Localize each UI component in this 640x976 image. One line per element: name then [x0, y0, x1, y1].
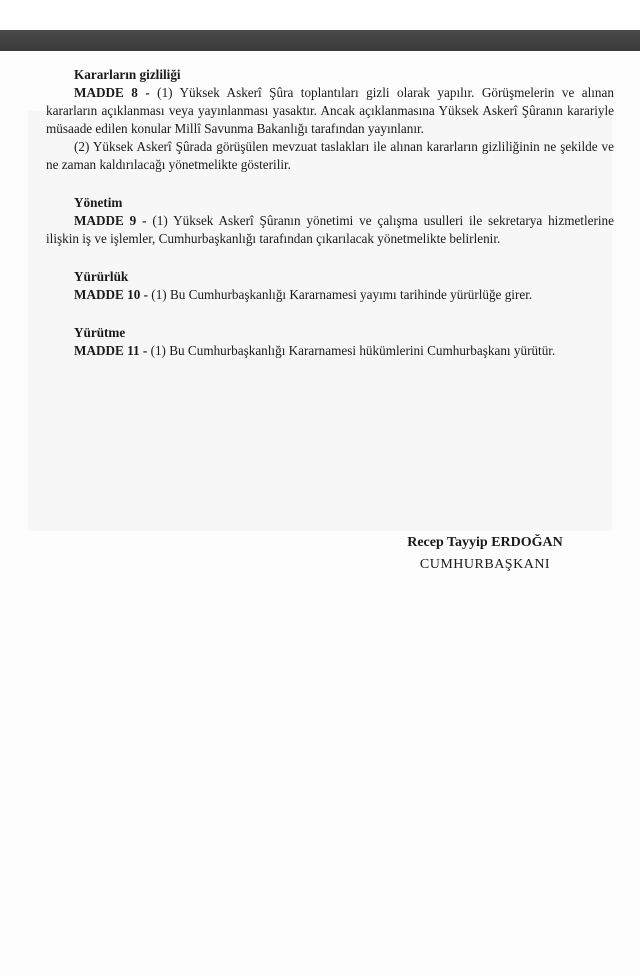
document-body	[46, 66, 614, 380]
section-yurutme	[46, 324, 614, 360]
article-number: MADDE 9 -	[74, 213, 147, 228]
article-paragraph	[46, 342, 614, 360]
article-number: MADDE 8 -	[74, 85, 150, 100]
top-margin	[0, 0, 640, 30]
article-text: (1) Yüksek Askerî Şûranın yönetimi ve çalışma usulleri ile sekretarya hizmetlerine ilişkin iş ve işlemler, Cumhurbaşkanlığı tarafından çıkarılacak yönetmelikte belirlenir.	[46, 213, 614, 246]
viewer-toolbar	[0, 30, 640, 51]
article-text: (2) Yüksek Askerî Şûrada görüşülen mevzuat taslakları ile alınan kararların gizliliğinin ne şekilde ve ne zaman kaldırılacağı yönetmelikte gösterilir.	[46, 139, 614, 172]
article-number: MADDE 10 -	[74, 287, 148, 302]
article-number: MADDE 11 -	[74, 343, 148, 358]
section-heading: Yönetim	[74, 195, 123, 210]
signature-block	[360, 535, 610, 573]
signatory-name: Recep Tayyip ERDOĞAN	[407, 535, 563, 550]
article-paragraph	[46, 286, 614, 304]
section-heading: Yürürlük	[74, 269, 129, 284]
section-heading: Kararların gizliliği	[74, 67, 181, 82]
article-paragraph	[46, 138, 614, 174]
section-kararlarin-gizliligi	[46, 66, 614, 174]
section-yonetim	[46, 194, 614, 248]
signatory-title: CUMHURBAŞKANI	[419, 557, 551, 572]
article-paragraph	[46, 84, 614, 138]
article-paragraph	[46, 212, 614, 248]
section-heading: Yürütme	[74, 325, 126, 340]
section-yururluk	[46, 268, 614, 304]
article-text: (1) Bu Cumhurbaşkanlığı Kararnamesi hükümlerini Cumhurbaşkanı yürütür.	[147, 343, 556, 358]
article-text: (1) Yüksek Askerî Şûra toplantıları gizli olarak yapılır. Görüşmelerin ve alınan kararların açıklanması veya yayınlanması yasaktır. Ancak açıklanmasına Yüksek Askerî Şûranın karariyle müsaade edilen konular Millî Savunma Bakanlığı tarafından yayınlanır.	[46, 85, 614, 136]
article-text: (1) Bu Cumhurbaşkanlığı Kararnamesi yayımı tarihinde yürürlüğe girer.	[148, 287, 533, 302]
